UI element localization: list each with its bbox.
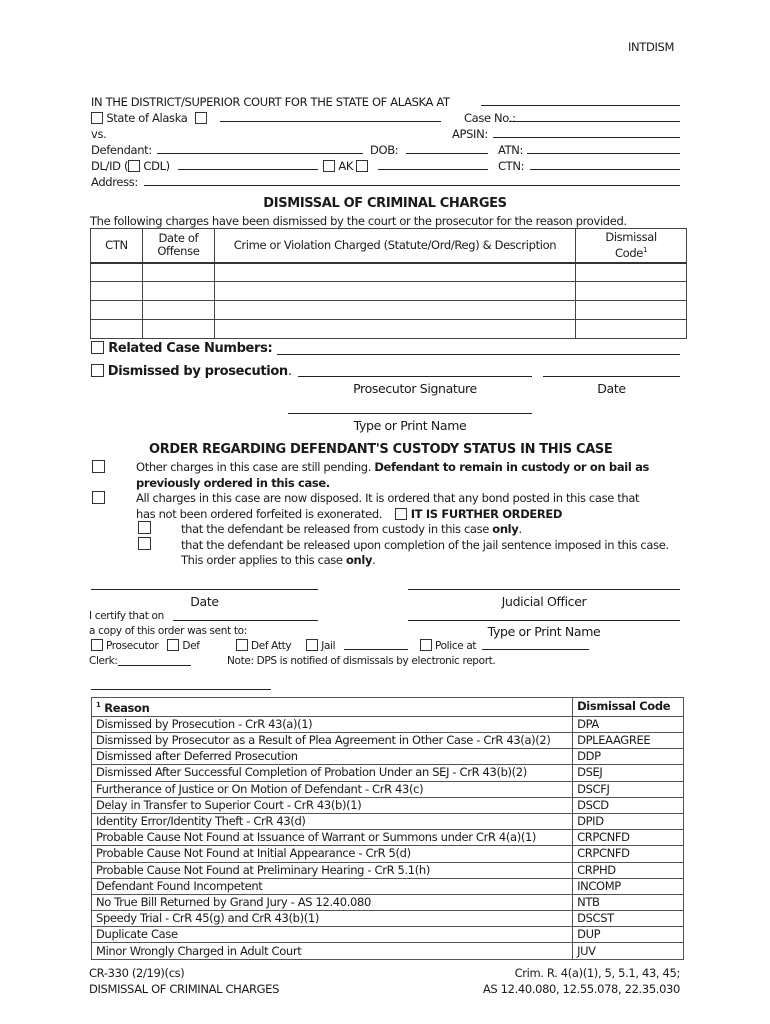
- table-row: [91, 282, 687, 301]
- order-date-field[interactable]: [91, 578, 318, 590]
- defendant-field[interactable]: [157, 142, 363, 154]
- jail-checkbox[interactable]: [306, 639, 318, 651]
- prosecutor-date-label: Date: [597, 381, 626, 396]
- footer-rules-line2: AS 12.40.080, 12.55.078, 22.35.030: [482, 982, 680, 996]
- col-header-reason: $^1$ Reason: [92, 698, 573, 717]
- state-of-alaska-label: State of Alaska: [106, 111, 188, 125]
- sub2-text-line1: that the defendant be released upon completion of the jail sentence imposed in this case.: [181, 538, 669, 552]
- police-checkbox[interactable]: [420, 639, 432, 651]
- recipient-label: Jail: [321, 640, 336, 652]
- ak-row: [323, 159, 368, 173]
- date-cell[interactable]: [142, 282, 214, 301]
- case-no-field[interactable]: [509, 110, 680, 122]
- table-row: Defendant Found Incompetent INCOMP: [92, 878, 684, 894]
- police-row: [420, 639, 476, 652]
- charges-table: [90, 228, 687, 339]
- table-row: Dismissed after Deferred Prosecution DDP: [92, 749, 684, 765]
- cdl-checkbox[interactable]: [128, 160, 140, 172]
- clerk-field[interactable]: [118, 654, 191, 666]
- jail-location-field[interactable]: [344, 638, 408, 650]
- form-code: INTDISM: [628, 40, 675, 54]
- option2-text-line2: has not been ordered forfeited is exonerated. IT IS FURTHER ORDERED: [136, 507, 563, 521]
- certify-label: I certify that on: [89, 610, 164, 622]
- table-row: Duplicate Case DUP: [92, 927, 684, 943]
- prosecutor-signature-label: Prosecutor Signature: [353, 381, 477, 396]
- col-header-crime: Crime or Violation Charged (Statute/Ord/Reg) & Description: [214, 229, 575, 263]
- other-plaintiff-field[interactable]: [220, 110, 441, 122]
- col-header-date: Date of Offense: [142, 229, 214, 263]
- table-row: Dismissed by Prosecutor as a Result of Plea Agreement in Other Case - CrR 43(a)(2) DPLEAAGREE: [92, 733, 684, 749]
- footer-form-title: DISMISSAL OF CRIMINAL CHARGES: [89, 982, 280, 996]
- all-charges-disposed-checkbox[interactable]: [92, 491, 105, 504]
- page-title: DISMISSAL OF CRIMINAL CHARGES: [263, 196, 507, 211]
- table-row: Minor Wrongly Charged in Adult Court JUV: [92, 943, 684, 959]
- judicial-officer-label: Judicial Officer: [501, 594, 587, 609]
- related-case-checkbox[interactable]: [91, 341, 104, 354]
- other-state-checkbox[interactable]: [356, 160, 368, 172]
- dob-field[interactable]: [406, 142, 488, 154]
- col-header-ctn: CTN: [91, 229, 143, 263]
- crime-cell[interactable]: [214, 301, 575, 320]
- recipients-row-2: [236, 639, 335, 652]
- table-row: Furtherance of Justice or On Motion of Defendant - CrR 43(c) DSCFJ: [92, 781, 684, 797]
- table-row: Probable Cause Not Found at Issuance of Warrant or Summons under CrR 4(a)(1) CRPCNFD: [92, 830, 684, 846]
- prosecutor-signature-field[interactable]: [298, 363, 532, 377]
- table-row: Speedy Trial - CrR 45(g) and CrR 43(b)(1) DSCST: [92, 911, 684, 927]
- release-after-sentence-checkbox[interactable]: [138, 537, 151, 550]
- judicial-officer-name-label: Type or Print Name: [487, 624, 601, 639]
- def-atty-checkbox[interactable]: [236, 639, 248, 651]
- footer-form-number: CR-330 (2/19)(cs): [89, 966, 185, 980]
- state-of-alaska-checkbox[interactable]: [91, 112, 103, 124]
- judicial-officer-name-field[interactable]: [408, 609, 680, 621]
- ctn-cell[interactable]: [91, 282, 143, 301]
- apsin-label: APSIN:: [452, 127, 488, 141]
- option1-text: Other charges in this case are still pending. Defendant to remain in custody or on bail as: [136, 460, 649, 474]
- case-no-label: Case No.:: [464, 111, 516, 125]
- table-row: Identity Error/Identity Theft - CrR 43(d) DPID: [92, 813, 684, 829]
- copy-sent-label: a copy of this order was sent to:: [89, 625, 247, 637]
- other-plaintiff-checkbox[interactable]: [195, 112, 207, 124]
- date-cell[interactable]: [142, 263, 214, 282]
- dismissal-codes-table: [91, 697, 684, 960]
- col-header-dismissal-code: Dismissal Code: [573, 698, 684, 717]
- remain-in-custody-checkbox[interactable]: [92, 460, 105, 473]
- date-cell[interactable]: [142, 301, 214, 320]
- table-row: Delay in Transfer to Superior Court - CrR 43(b)(1) DSCD: [92, 797, 684, 813]
- option1-text-line2: previously ordered in this case.: [136, 476, 330, 490]
- further-ordered-checkbox[interactable]: [395, 508, 407, 520]
- code-cell[interactable]: [576, 282, 687, 301]
- clerk-label: Clerk:: [89, 655, 118, 667]
- def-checkbox[interactable]: [167, 639, 179, 651]
- footnote-separator: [91, 682, 271, 690]
- plaintiff-row: [91, 111, 207, 125]
- court-location-field[interactable]: [481, 94, 680, 106]
- dismissed-by-prosecution-row: Dismissed by prosecution.: [91, 364, 292, 379]
- dismissed-by-prosecution-checkbox[interactable]: [91, 364, 104, 377]
- recipients-row: [91, 639, 200, 652]
- related-case-field[interactable]: [277, 341, 680, 355]
- intro-text: The following charges have been dismissed by the court or the prosecutor for the reason provided.: [90, 214, 627, 228]
- court-line-label: IN THE DISTRICT/SUPERIOR COURT FOR THE STATE OF ALASKA AT: [91, 95, 450, 109]
- order-date-label: Date: [190, 594, 219, 609]
- footer-rules-line1: Crim. R. 4(a)(1), 5, 5.1, 43, 45;: [514, 966, 680, 980]
- recipient-label: Prosecutor: [106, 640, 159, 652]
- recipient-label: Def Atty: [251, 640, 292, 652]
- other-state-field[interactable]: [378, 158, 488, 170]
- recipient-label: Def: [182, 640, 200, 652]
- ctn-field[interactable]: [530, 158, 680, 170]
- dismissed-by-prosecution-label: Dismissed by prosecution: [107, 364, 288, 379]
- sub2-text-line2: This order applies to this case only.: [181, 553, 376, 567]
- code-cell[interactable]: [576, 320, 687, 339]
- address-field[interactable]: [144, 174, 680, 186]
- cdl-label: CDL): [143, 159, 170, 173]
- dlid-row: DL/ID ( CDL): [91, 159, 170, 173]
- option2-text-line1: All charges in this case are now disposed. It is ordered that any bond posted in this case that: [136, 491, 640, 505]
- table-row: [91, 320, 687, 339]
- crime-cell[interactable]: [214, 263, 575, 282]
- dps-note: Note: DPS is notified of dismissals by electronic report.: [227, 655, 496, 667]
- related-case-row: [91, 341, 272, 356]
- crime-cell[interactable]: [214, 320, 575, 339]
- ctn-label: CTN:: [498, 159, 525, 173]
- police-location-field[interactable]: [482, 638, 589, 650]
- code-cell[interactable]: [576, 301, 687, 320]
- atn-label: ATN:: [498, 143, 524, 157]
- apsin-field[interactable]: [493, 126, 680, 138]
- table-row: [91, 301, 687, 320]
- prosecutor-name-label: Type or Print Name: [353, 418, 467, 433]
- table-row: No True Bill Returned by Grand Jury - AS 12.40.080 NTB: [92, 894, 684, 910]
- defendant-label: Defendant:: [91, 143, 152, 157]
- table-row: Dismissed After Successful Completion of Probation Under an SEJ - CrR 43(b)(2) DSEJ: [92, 765, 684, 781]
- code-cell[interactable]: [576, 263, 687, 282]
- dob-label: DOB:: [370, 143, 399, 157]
- vs-label: vs.: [91, 127, 107, 141]
- ctn-cell[interactable]: [91, 263, 143, 282]
- table-row: [91, 263, 687, 282]
- release-from-custody-checkbox[interactable]: [138, 521, 151, 534]
- date-cell[interactable]: [142, 320, 214, 339]
- col-header-code: Dismissal Code$^1$: [576, 229, 687, 263]
- table-row: Probable Cause Not Found at Preliminary Hearing - CrR 5.1(h) CRPHD: [92, 862, 684, 878]
- ctn-cell[interactable]: [91, 320, 143, 339]
- prosecutor-checkbox[interactable]: [91, 639, 103, 651]
- certify-date-field[interactable]: [173, 609, 318, 621]
- ak-checkbox[interactable]: [323, 160, 335, 172]
- related-case-label: Related Case Numbers:: [108, 341, 273, 356]
- ctn-cell[interactable]: [91, 301, 143, 320]
- address-label: Address:: [91, 175, 138, 189]
- atn-field[interactable]: [527, 142, 680, 154]
- crime-cell[interactable]: [214, 282, 575, 301]
- order-heading: ORDER REGARDING DEFENDANT'S CUSTODY STATUS IN THIS CASE: [149, 442, 613, 457]
- table-row: Dismissed by Prosecution - CrR 43(a)(1) DPA: [92, 716, 684, 732]
- prosecutor-date-field[interactable]: [543, 363, 680, 377]
- dlid-number-field[interactable]: [178, 158, 318, 170]
- sub1-text: that the defendant be released from custody in this case only.: [181, 522, 522, 536]
- prosecutor-name-field[interactable]: [288, 400, 532, 414]
- ak-label: AK: [338, 159, 354, 173]
- judicial-officer-signature-field[interactable]: [408, 578, 680, 590]
- recipient-label: Police at: [435, 640, 477, 652]
- table-row: Probable Cause Not Found at Initial Appearance - CrR 5(d) CRPCNFD: [92, 846, 684, 862]
